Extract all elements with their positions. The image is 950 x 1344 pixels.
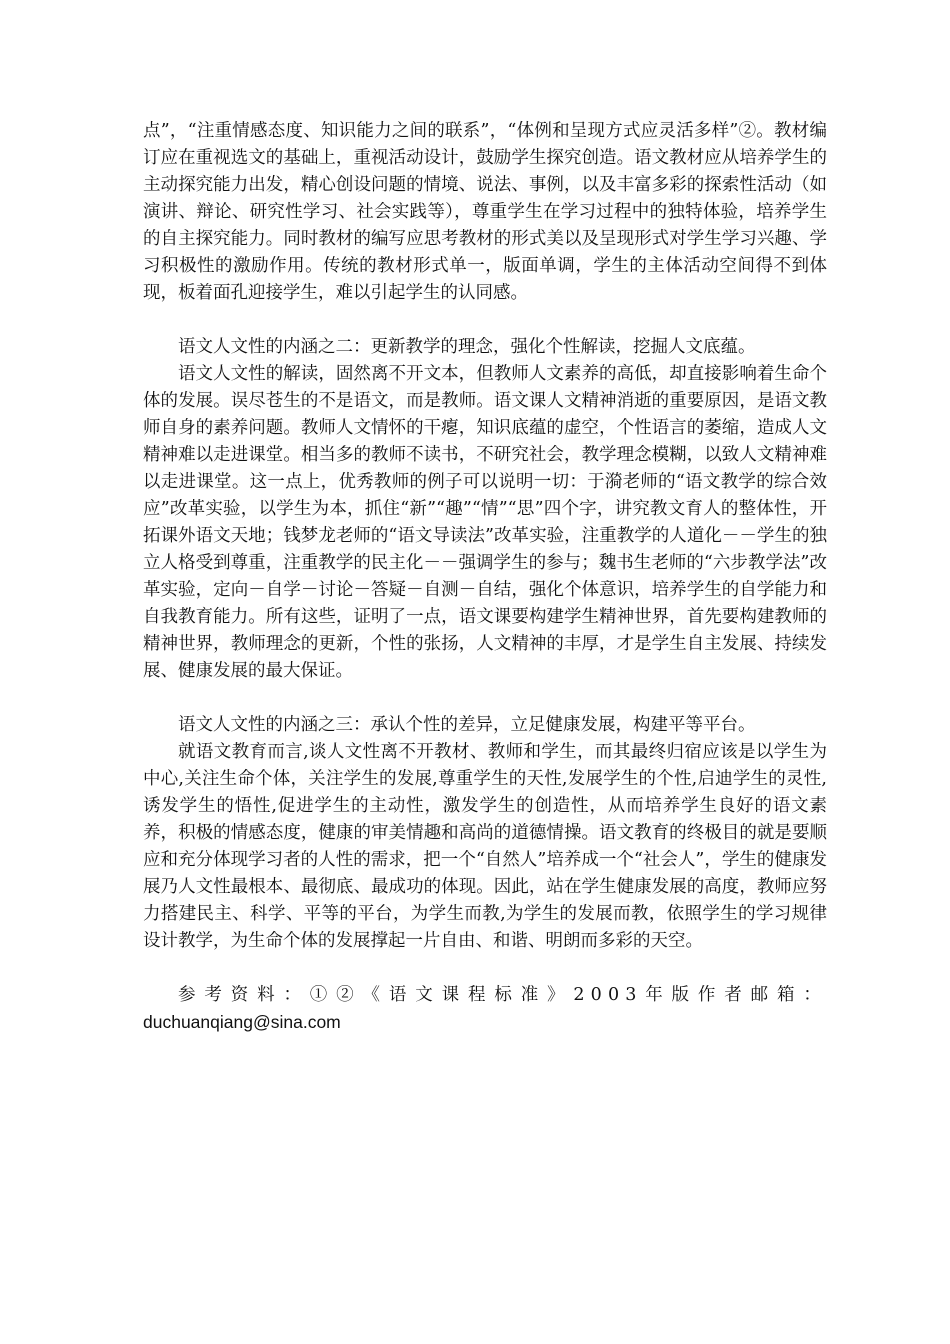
- paragraph-textbook-design: 点”，“注重情感态度、知识能力之间的联系”，“体例和呈现方式应灵活多样”②。教材编订应在重视选文的基础上，重视活动设计，鼓励学生探究创造。语文教材应从培养学生的主动探究能力出发，精心创设问题的情境、说法、事例，以及丰富多彩的探索性活动（如演讲、辩论、研究性学习、社会实践等），尊重学生在学习过程中的独特体验，培养学生的自主探究能力。同时教材的编写应思考教材的形式美以及呈现形式对学生学习兴趣、学习积极性的激励作用。传统的教材形式单一，版面单调，学生的主体活动空间得不到体现，板着面孔迎接学生，难以引起学生的认同感。: [143, 121, 827, 303]
- document-body: [143, 118, 827, 1037]
- section-heading-connotation-two: 语文人文性的内涵之二：更新教学的理念，强化个性解读，挖掘人文底蕴。: [178, 337, 756, 357]
- section-heading-connotation-three: 语文人文性的内涵之三：承认个性的差异，立足健康发展，构建平等平台。: [178, 715, 756, 735]
- paragraph-spacer: [143, 307, 827, 334]
- references-label: 参考资料：①②《语文课程标准》2003年版作者邮箱：: [178, 985, 827, 1005]
- author-email: duchuanqiang@sina.com: [143, 1012, 341, 1032]
- paragraph-spacer: [143, 685, 827, 712]
- references: [143, 982, 827, 1037]
- paragraph-student-development: 就语文教育而言,谈人文性离不开教材、教师和学生，而其最终归宿应该是以学生为中心,关注生命个体，关注学生的发展,尊重学生的天性,发展学生的个性,启迪学生的灵性,诱发学生的悟性,促进学生的主动性，激发学生的创造性，从而培养学生良好的语文素养，积极的情感态度，健康的审美情趣和高尚的道德情操。语文教育的终极目的就是要顺应和充分体现学习者的人性的需求，把一个“自然人”培养成一个“社会人”，学生的健康发展乃人文性最根本、最彻底、最成功的体现。因此，站在学生健康发展的高度，教师应努力搭建民主、科学、平等的平台，为学生而教,为学生的发展而教，依照学生的学习规律设计教学，为生命个体的发展撑起一片自由、和谐、明朗而多彩的天空。: [143, 742, 827, 951]
- paragraph-teacher-literacy: 语文人文性的解读，固然离不开文本，但教师人文素养的高低，却直接影响着生命个体的发展。误尽苍生的不是语文，而是教师。语文课人文精神消逝的重要原因，是语文教师自身的素养问题。教师人文情怀的干瘪，知识底蕴的虚空，个性语言的萎缩，造成人文精神难以走进课堂。相当多的教师不读书，不研究社会，教学理念模糊，以致人文精神难以走进课堂。这一点上，优秀教师的例子可以说明一切：于漪老师的“语文教学的综合效应”改革实验，以学生为本，抓住“新”“趣”“情”“思”四个字，讲究教文育人的整体性，开拓课外语文天地；钱梦龙老师的“语文导读法”改革实验，注重教学的人道化－－学生的独立人格受到尊重，注重教学的民主化－－强调学生的参与；魏书生老师的“六步教学法”改革实验，定向－自学－讨论－答疑－自测－自结，强化个体意识，培养学生的自学能力和自我教育能力。所有这些，证明了一点，语文课要构建学生精神世界，首先要构建教师的精神世界，教师理念的更新，个性的张扬，人文精神的丰厚，才是学生自主发展、持续发展、健康发展的最大保证。: [143, 364, 827, 681]
- paragraph-spacer: [143, 955, 827, 982]
